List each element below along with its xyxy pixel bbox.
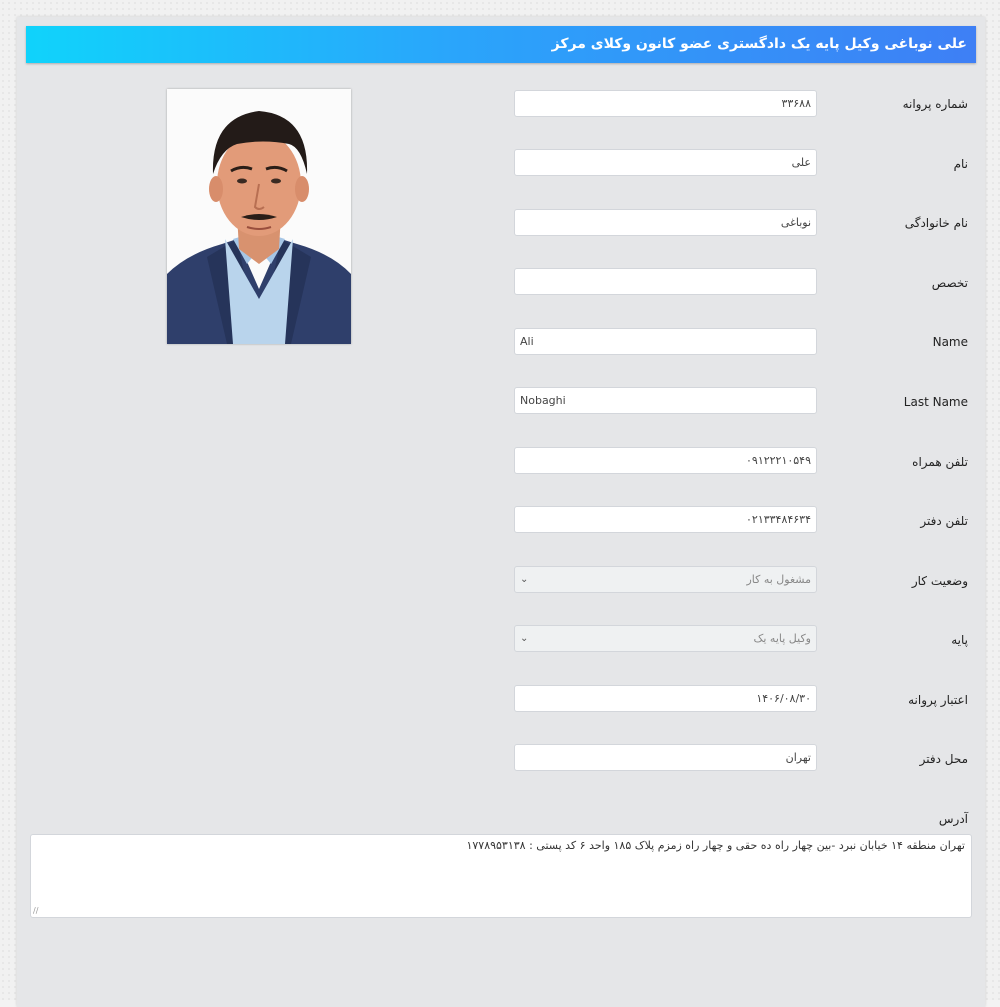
specialty-label: تخصص xyxy=(931,276,968,290)
last-name-label: نام خانوادگی xyxy=(904,216,968,230)
first-name-label: نام xyxy=(953,157,968,171)
address-label: آدرس xyxy=(938,812,968,826)
license-validity-field[interactable]: ۱۴۰۶/۰۸/۳۰ xyxy=(514,685,817,712)
office-location-field[interactable]: تهران xyxy=(514,744,817,771)
office-phone-label: تلفن دفتر xyxy=(920,514,968,528)
license-number-field[interactable]: ۳۳۶۸۸ xyxy=(514,90,817,117)
card-header xyxy=(26,26,976,63)
last-name-en-label: Last Name xyxy=(903,395,968,409)
lawyer-photo xyxy=(167,89,351,344)
first-name-field[interactable]: علی xyxy=(514,149,817,176)
mobile-field[interactable]: ۰۹۱۲۲۲۱۰۵۴۹ xyxy=(514,447,817,474)
last-name-en-field[interactable]: Nobaghi xyxy=(514,387,817,414)
chevron-down-icon: ⌄ xyxy=(520,633,529,644)
grade-label: پایه xyxy=(951,633,968,647)
work-status-label: وضعیت کار xyxy=(911,574,968,588)
profile-card xyxy=(17,17,985,1007)
grade-value: وکیل پایه یک xyxy=(753,632,811,645)
address-text: تهران منطقه ۱۴ خیابان نبرد -بین چهار راه ده حقی و چهار راه زمزم پلاک ۱۸۵ واحد ۶ کد پستی : ۱۷۷۸۹۵۳۱۳۸ xyxy=(466,839,965,852)
last-name-field[interactable]: نوباغی xyxy=(514,209,817,236)
portrait-image xyxy=(167,89,351,344)
name-en-field[interactable]: Ali xyxy=(514,328,817,355)
license-number-label: شماره پروانه xyxy=(902,97,968,111)
chevron-down-icon: ⌄ xyxy=(520,574,529,585)
work-status-value: مشغول به کار xyxy=(746,573,811,586)
office-location-label: محل دفتر xyxy=(919,752,968,766)
license-validity-label: اعتبار پروانه xyxy=(908,693,968,707)
page-title: علی نوباغی وکیل پایه یک دادگستری عضو کانون وکلای مرکز xyxy=(551,36,967,52)
office-phone-field[interactable]: ۰۲۱۳۳۴۸۴۶۳۴ xyxy=(514,506,817,533)
mobile-label: تلفن همراه xyxy=(912,455,968,469)
address-textarea[interactable] xyxy=(30,834,972,918)
resize-grip-icon[interactable]: ∕∕ xyxy=(33,906,39,915)
grade-select[interactable] xyxy=(514,625,817,652)
specialty-field[interactable] xyxy=(514,268,817,295)
name-en-label: Name xyxy=(932,335,968,349)
work-status-select[interactable] xyxy=(514,566,817,593)
